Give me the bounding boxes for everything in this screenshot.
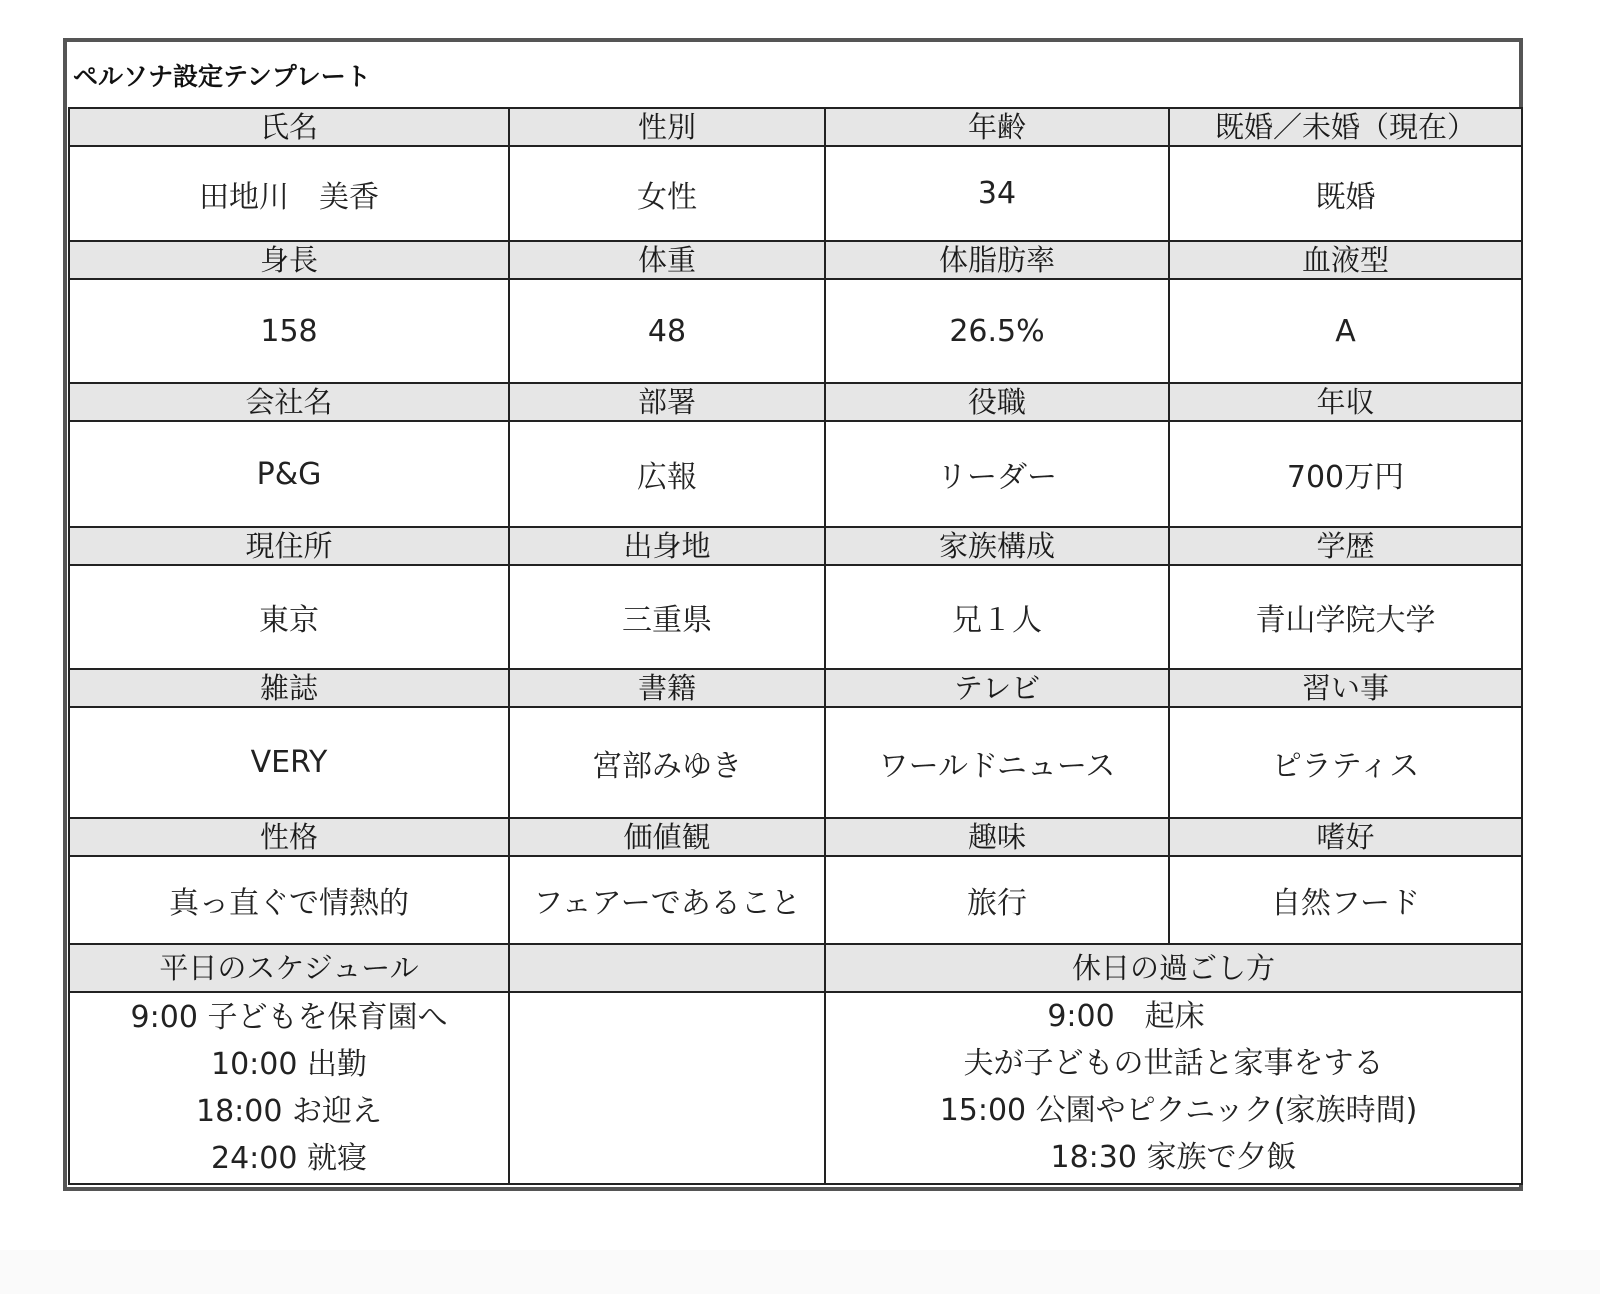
schedule-line: 9:00 子どもを保育園へ	[130, 1000, 448, 1035]
persona-sheet	[63, 38, 1523, 1191]
value-cell-books[interactable]: 宮部みゆき	[509, 707, 825, 818]
schedule-header-row	[69, 944, 1522, 992]
header-cell-position: 役職	[825, 383, 1169, 421]
header-cell-weight: 体重	[509, 241, 825, 279]
header-row	[69, 108, 1522, 146]
page-bottom-band	[0, 1250, 1600, 1294]
schedule-line: 10:00 出勤	[211, 1047, 367, 1082]
value-cell-personality[interactable]: 真っ直ぐで情熱的	[69, 856, 509, 944]
value-row	[69, 565, 1522, 669]
value-cell-address[interactable]: 東京	[69, 565, 509, 669]
header-row	[69, 527, 1522, 565]
value-cell-preference[interactable]: 自然フード	[1169, 856, 1522, 944]
header-cell-lessons: 習い事	[1169, 669, 1522, 707]
schedule-line: 夫が子どもの世話と家事をする	[963, 1046, 1384, 1081]
value-cell-marital[interactable]: 既婚	[1169, 146, 1522, 241]
header-cell-personality: 性格	[69, 818, 509, 856]
value-cell-weight[interactable]: 48	[509, 279, 825, 383]
value-cell-values[interactable]: フェアーであること	[509, 856, 825, 944]
weekday-schedule-cell[interactable]	[69, 992, 509, 1184]
header-cell-hobby: 趣味	[825, 818, 1169, 856]
weekday-schedule-list	[70, 994, 508, 1182]
value-cell-position[interactable]: リーダー	[825, 421, 1169, 527]
value-row	[69, 421, 1522, 527]
empty-header-cell	[509, 944, 825, 992]
value-cell-name[interactable]: 田地川 美香	[69, 146, 509, 241]
value-cell-hobby[interactable]: 旅行	[825, 856, 1169, 944]
header-cell-gender: 性別	[509, 108, 825, 146]
value-cell-body-fat[interactable]: 26.5%	[825, 279, 1169, 383]
header-cell-tv: テレビ	[825, 669, 1169, 707]
value-cell-lessons[interactable]: ピラティス	[1169, 707, 1522, 818]
value-row	[69, 279, 1522, 383]
empty-value-cell[interactable]	[509, 992, 825, 1184]
header-row	[69, 241, 1522, 279]
header-cell-magazine: 雑誌	[69, 669, 509, 707]
sheet-title: ペルソナ設定テンプレート	[73, 61, 371, 91]
value-cell-magazine[interactable]: VERY	[69, 707, 509, 818]
value-cell-age[interactable]: 34	[825, 146, 1169, 241]
weekday-schedule-header: 平日のスケジュール	[69, 944, 509, 992]
value-cell-blood-type[interactable]: A	[1169, 279, 1522, 383]
value-cell-gender[interactable]: 女性	[509, 146, 825, 241]
schedule-line: 18:00 お迎え	[196, 1094, 382, 1129]
value-cell-education[interactable]: 青山学院大学	[1169, 565, 1522, 669]
header-cell-preference: 嗜好	[1169, 818, 1522, 856]
schedule-line: 18:30 家族で夕飯	[1050, 1140, 1297, 1175]
value-row	[69, 856, 1522, 944]
value-row	[69, 146, 1522, 241]
header-cell-age: 年齢	[825, 108, 1169, 146]
header-cell-department: 部署	[509, 383, 825, 421]
header-cell-body-fat: 体脂肪率	[825, 241, 1169, 279]
schedule-line: 15:00 公園やピクニック(家族時間)	[939, 1093, 1418, 1128]
schedule-line: 9:00 起床	[1047, 999, 1205, 1034]
value-cell-height[interactable]: 158	[69, 279, 509, 383]
header-cell-marital: 既婚／未婚（現在）	[1169, 108, 1522, 146]
value-cell-tv[interactable]: ワールドニュース	[825, 707, 1169, 818]
header-cell-family: 家族構成	[825, 527, 1169, 565]
holiday-schedule-header: 休日の過ごし方	[825, 944, 1522, 992]
header-cell-height: 身長	[69, 241, 509, 279]
header-cell-income: 年収	[1169, 383, 1522, 421]
holiday-schedule-list	[826, 993, 1521, 1181]
schedule-value-row	[69, 992, 1522, 1184]
value-row	[69, 707, 1522, 818]
value-cell-hometown[interactable]: 三重県	[509, 565, 825, 669]
value-cell-department[interactable]: 広報	[509, 421, 825, 527]
header-cell-address: 現住所	[69, 527, 509, 565]
holiday-schedule-cell[interactable]	[825, 992, 1522, 1184]
value-cell-company[interactable]: P&G	[69, 421, 509, 527]
header-cell-values: 価値観	[509, 818, 825, 856]
header-cell-education: 学歴	[1169, 527, 1522, 565]
header-cell-blood-type: 血液型	[1169, 241, 1522, 279]
header-cell-books: 書籍	[509, 669, 825, 707]
header-row	[69, 383, 1522, 421]
header-row	[69, 818, 1522, 856]
header-row	[69, 669, 1522, 707]
schedule-line: 24:00 就寝	[211, 1141, 367, 1176]
header-cell-company: 会社名	[69, 383, 509, 421]
value-cell-family[interactable]: 兄１人	[825, 565, 1169, 669]
persona-table	[68, 107, 1523, 1185]
header-cell-hometown: 出身地	[509, 527, 825, 565]
header-cell-name: 氏名	[69, 108, 509, 146]
value-cell-income[interactable]: 700万円	[1169, 421, 1522, 527]
